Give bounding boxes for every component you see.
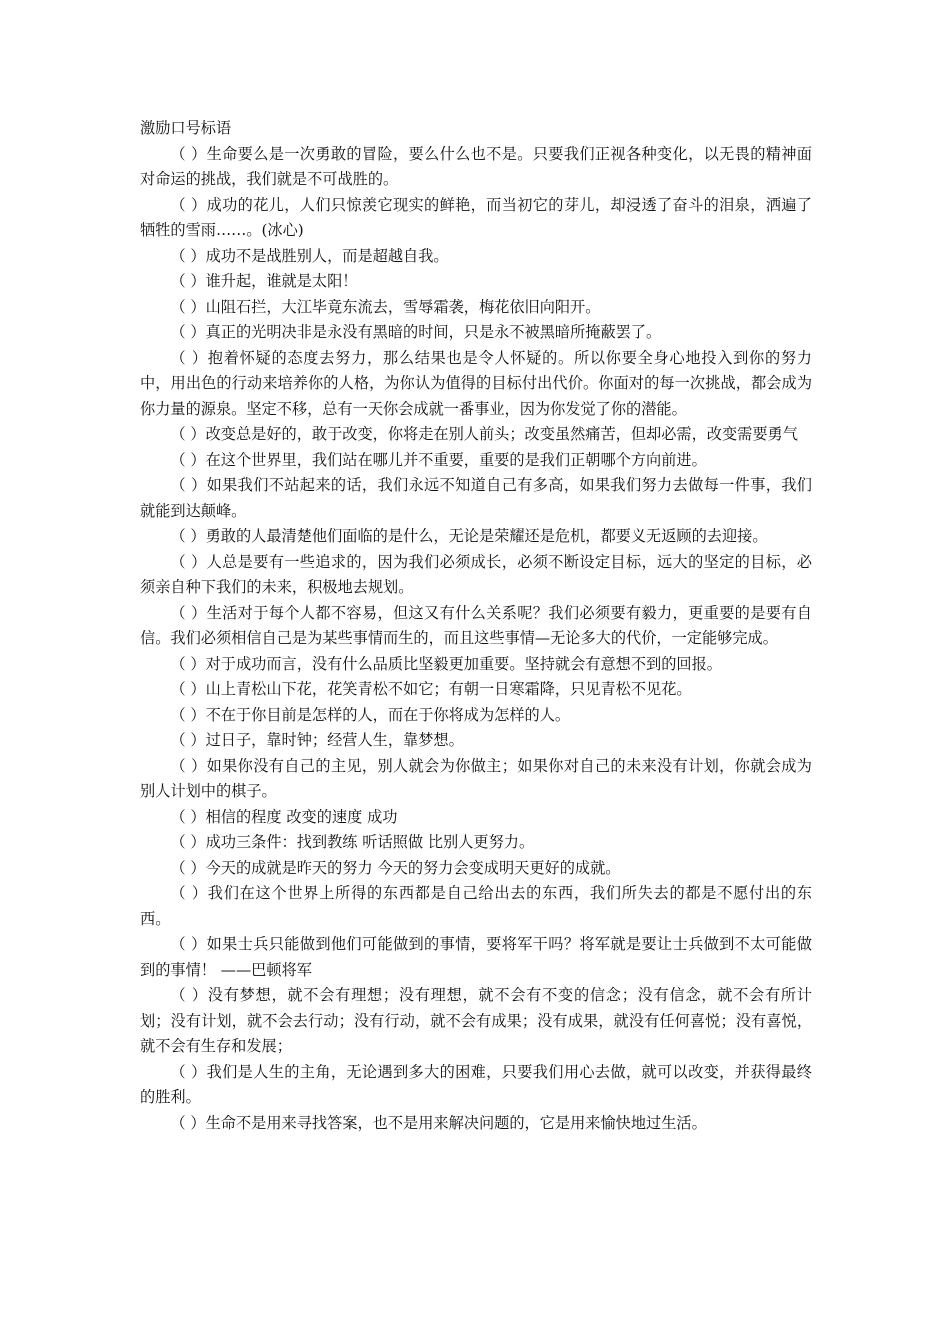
slogan-paragraph: （ ）谁升起，谁就是太阳！ [170, 272, 358, 290]
slogan-paragraph: （ ）我们在这个世界上所得的东西都是自己给出去的东西，我们所失去的都是不愿付出的东西。 [140, 884, 812, 928]
slogan-paragraph: （ ）如果士兵只能做到他们可能做到的事情，要将军干吗？将军就是要让士兵做到不太可能做到的事情！ ——巴顿将军 [140, 935, 812, 979]
slogan-paragraph: （ ）成功不是战胜别人，而是超越自我。 [170, 246, 449, 265]
slogan-paragraph: （ ）在这个世界里，我们站在哪儿并不重要，重要的是我们正朝哪个方向前进。 [170, 450, 707, 469]
document-title: 激励口号标语 [140, 119, 232, 137]
slogan-paragraph: （ ）抱着怀疑的态度去努力，那么结果也是令人怀疑的。所以你要全身心地投入到你的努力中，用出色的行动来培养你的人格，为你认为值得的目标付出代价。你面对的每一次挑战，都会成为你力量的源泉。坚定不移，总有一天你会成就一番事业，因为你发觉了你的潜能。 [140, 348, 812, 418]
slogan-paragraph: （ ）今天的成就是昨天的努力 今天的努力会变成明天更好的成就。 [170, 858, 621, 877]
document-page [140, 116, 812, 1136]
slogan-paragraph: （ ）成功三条件：找到教练 听话照做 比别人更努力。 [170, 833, 535, 851]
slogan-paragraph: （ ）不在于你目前是怎样的人，而在于你将成为怎样的人。 [170, 705, 571, 724]
slogan-paragraph: （ ）山阻石拦，大江毕竟东流去，雪辱霜袭，梅花依旧向阳开。 [170, 297, 601, 316]
slogan-paragraph: （ ）对于成功而言，没有什么品质比坚毅更加重要。坚持就会有意想不到的回报。 [170, 654, 722, 673]
slogan-paragraph: （ ）改变总是好的，敢于改变，你将走在别人前头；改变虽然痛苦，但却必需，改变需要勇气 [170, 425, 798, 443]
slogan-paragraph: （ ）相信的程度 改变的速度 成功 [170, 807, 398, 826]
slogan-paragraph: （ ）勇敢的人最清楚他们面临的是什么，无论是荣耀还是危机，都要义无返顾的去迎接。 [170, 527, 768, 545]
slogan-paragraph: （ ）山上青松山下花，花笑青松不如它；有朝一日寒霜降，只见青松不见花。 [170, 680, 692, 698]
slogan-paragraph: （ ）如果我们不站起来的话，我们永远不知道自己有多高，如果我们努力去做每一件事，我们就能到达颠峰。 [140, 476, 812, 520]
paragraph-list [140, 142, 812, 1137]
slogan-paragraph: （ ）生命要么是一次勇敢的冒险，要么什么也不是。只要我们正视各种变化，以无畏的精神面对命运的挑战，我们就是不可战胜的。 [140, 144, 812, 188]
slogan-paragraph: （ ）人总是要有一些追求的，因为我们必须成长，必须不断设定目标，远大的坚定的目标，必须亲自种下我们的未来，积极地去规划。 [140, 552, 812, 596]
slogan-paragraph: （ ）生活对于每个人都不容易，但这又有什么关系呢？我们必须要有毅力，更重要的是要有自信。我们必须相信自己是为某些事情而生的，而且这些事情—无论多大的代价，一定能够完成。 [140, 603, 812, 647]
slogan-paragraph: （ ）我们是人生的主角，无论遇到多大的困难，只要我们用心去做，就可以改变，并获得最终的胜利。 [140, 1062, 812, 1106]
slogan-paragraph: （ ）真正的光明决非是永没有黑暗的时间，只是永不被黑暗所掩蔽罢了。 [170, 323, 662, 341]
slogan-paragraph: （ ）没有梦想，就不会有理想；没有理想，就不会有不变的信念；没有信念，就不会有所计划；没有计划，就不会去行动；没有行动，就不会有成果；没有成果，就没有任何喜悦；没有喜悦，就不会有生存和发展； [140, 986, 812, 1055]
slogan-paragraph: （ ）过日子，靠时钟；经营人生，靠梦想。 [170, 731, 464, 749]
slogan-paragraph: （ ）如果你没有自己的主见，别人就会为你做主；如果你对自己的未来没有计划，你就会成为别人计划中的棋子。 [140, 756, 812, 800]
slogan-paragraph: （ ）成功的花儿，人们只惊羡它现实的鲜艳，而当初它的芽儿，却浸透了奋斗的泪泉，洒遍了牺牲的雪雨……。(冰心) [140, 195, 812, 239]
slogan-paragraph: （ ）生命不是用来寻找答案，也不是用来解决问题的，它是用来愉快地过生活。 [170, 1113, 707, 1132]
